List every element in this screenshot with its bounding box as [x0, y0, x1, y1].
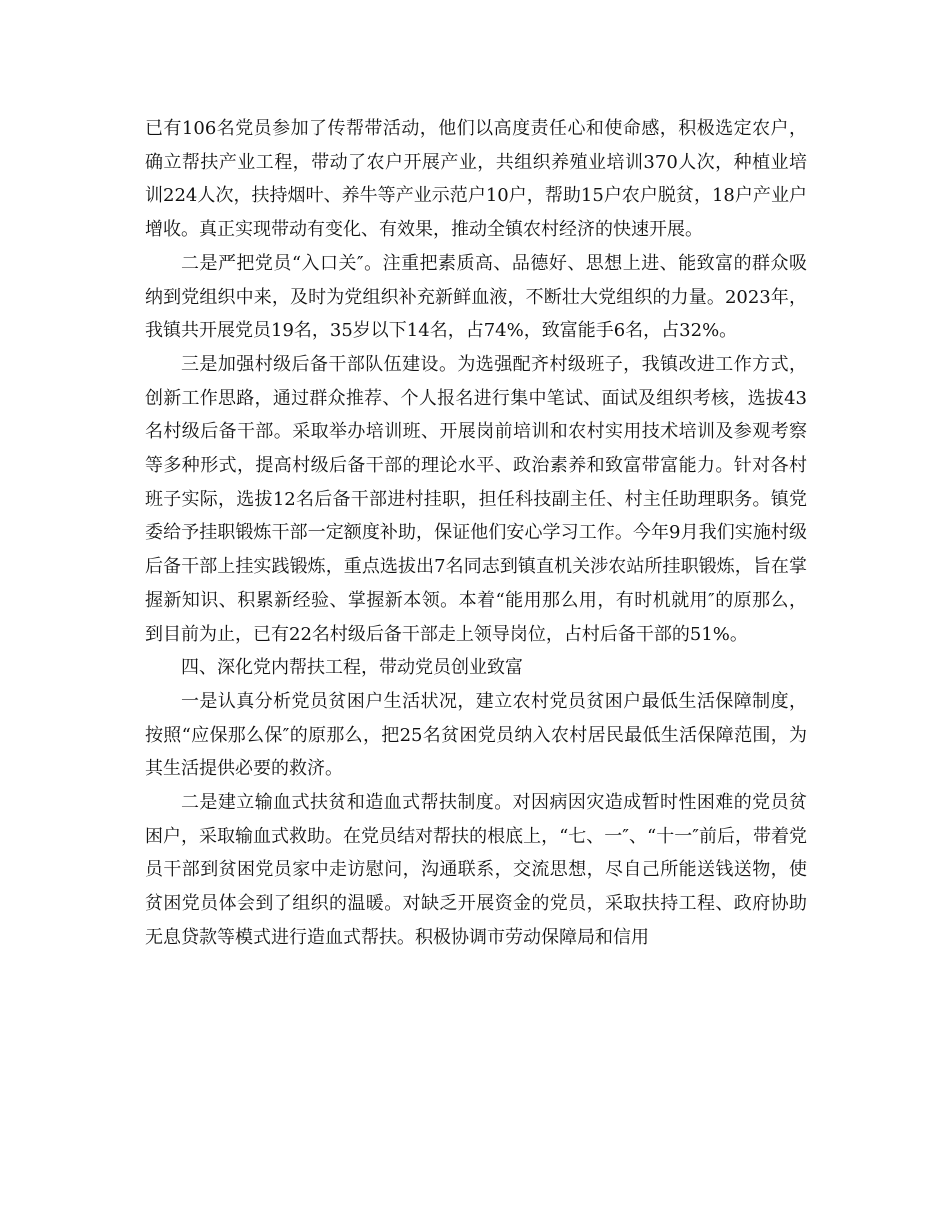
document-body	[145, 112, 807, 955]
paragraph-continued: 已有106名党员参加了传帮带活动，他们以高度责任心和使命感，积极选定农户，确立帮扶产业工程，带动了农户开展产业，共组织养殖业培训370人次，种植业培训224人次，扶持烟叶、养牛等产业示范户10户，帮助15户农户脱贫，18户产业户增收。真正实现带动有变化、有效果，推动全镇农村经济的快速开展。	[145, 118, 807, 241]
paragraph-party-entry: 二是严把党员“入口关″。注重把素质高、品德好、思想上进、能致富的群众吸纳到党组织中来，及时为党组织补充新鲜血液，不断壮大党组织的力量。2023年，我镇共开展党员19名，35岁以下14名，占74%，致富能手6名，占32%。	[145, 252, 807, 342]
paragraph-assistance-system: 二是建立输血式扶贫和造血式帮扶制度。对因病因灾造成暂时性困难的党员贫困户，采取输血式救助。在党员结对帮扶的根底上，“七、一″、“十一″前后，带着党员干部到贫困党员家中走访慰问，沟通联系，交流思想，尽自己所能送钱送物，使贫困党员体会到了组织的温暖。对缺乏开展资金的党员，采取扶持工程、政府协助无息贷款等模式进行造血式帮扶。积极协调市劳动保障局和信用	[145, 792, 807, 948]
paragraph-reserve-cadres: 三是加强村级后备干部队伍建设。为选强配齐村级班子，我镇改进工作方式，创新工作思路，通过群众推荐、个人报名进行集中笔试、面试及组织考核，选拔43名村级后备干部。采取举办培训班、开展岗前培训和农村实用技术培训及参观考察等多种形式，提高村级后备干部的理论水平、政治素养和致富带富能力。针对各村班子实际，选拔12名后备干部进村挂职，担任科技副主任、村主任助理职务。镇党委给予挂职锻炼干部一定额度补助，保证他们安心学习工作。今年9月我们实施村级后备干部上挂实践锻炼，重点选拔出7名同志到镇直机关涉农站所挂职锻炼，旨在掌握新知识、积累新经验、掌握新本领。本着“能用那么用，有时机就用″的原那么，到目前为止，已有22名村级后备干部走上领导岗位，占村后备干部的51%。	[145, 353, 807, 645]
section-heading: 四、深化党内帮扶工程，带动党员创业致富	[181, 657, 523, 679]
paragraph-poverty-analysis: 一是认真分析党员贫困户生活状况，建立农村党员贫困户最低生活保障制度，按照“应保那么保″的原那么，把25名贫困党员纳入农村居民最低生活保障范围，为其生活提供必要的救济。	[145, 690, 807, 780]
